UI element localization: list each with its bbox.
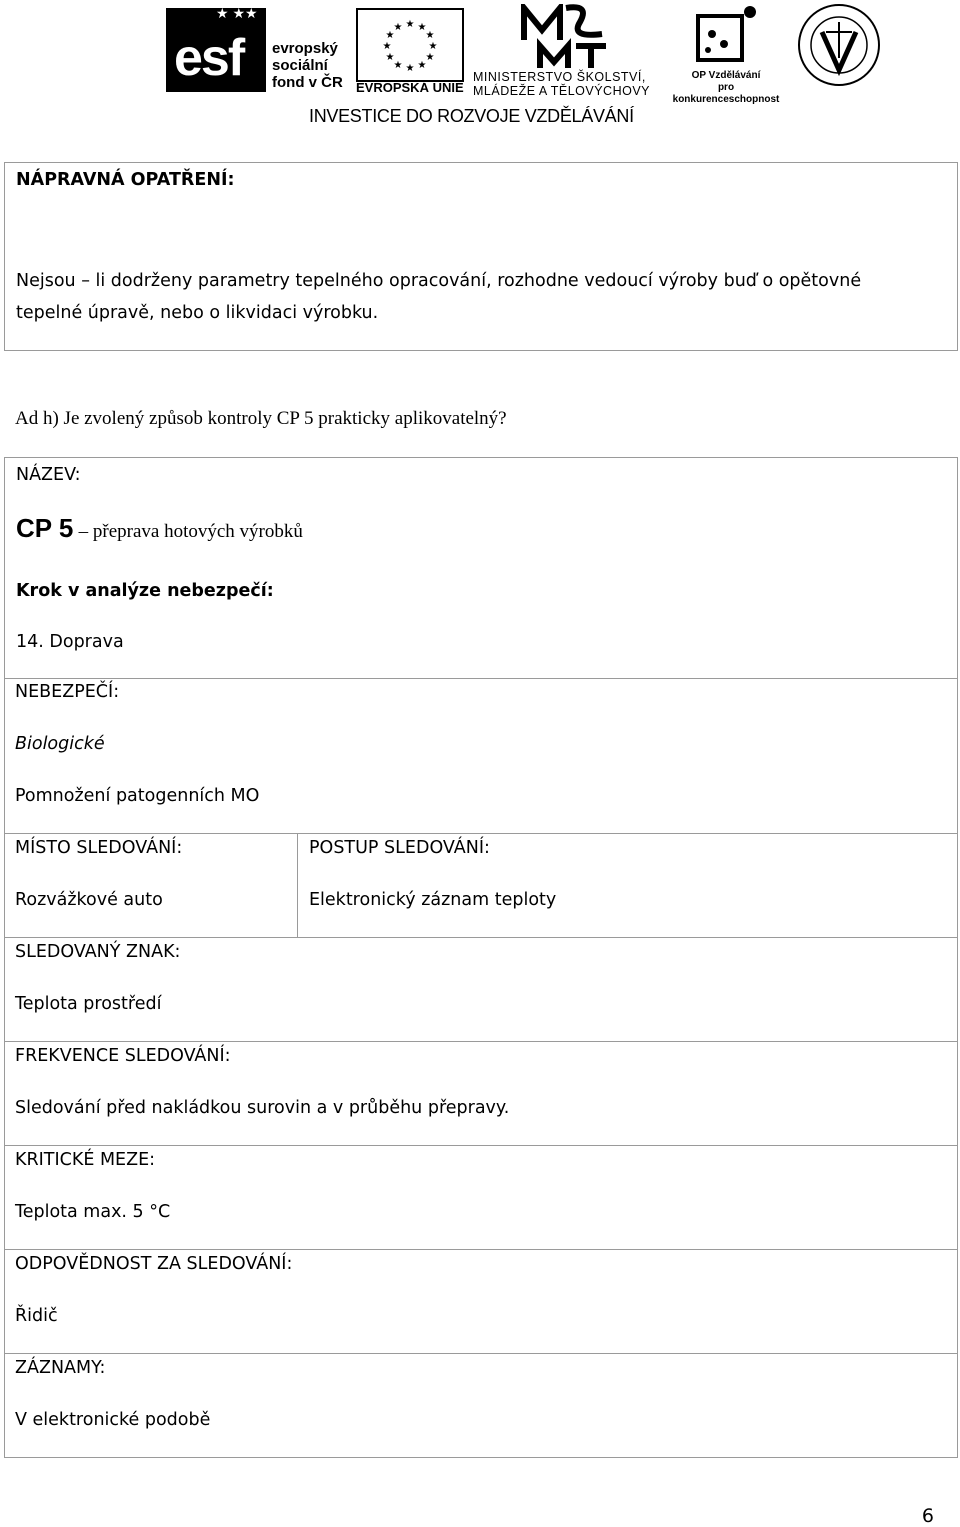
odpovednost-label: ODPOVĚDNOST ZA SLEDOVÁNÍ: bbox=[15, 1254, 293, 1274]
esf-logo: ★ ★★ esf bbox=[166, 8, 266, 92]
misto-value: Rozvážkové auto bbox=[15, 890, 163, 910]
svg-text:★: ★ bbox=[417, 60, 427, 71]
frekvence-label: FREKVENCE SLEDOVÁNÍ: bbox=[15, 1046, 231, 1066]
cp-code: CP 5 bbox=[16, 513, 74, 543]
divider bbox=[4, 678, 958, 679]
nebezpeci-type: Biologické bbox=[15, 734, 105, 754]
meze-value: Teplota max. 5 °C bbox=[15, 1202, 171, 1222]
op-logo bbox=[690, 4, 760, 68]
svg-text:★: ★ bbox=[417, 22, 427, 33]
star-icon: ★ ★★ bbox=[216, 5, 258, 21]
corrective-measures-text-line1: Nejsou – li dodrženy parametry tepelného opracování, rozhodne vedoucí výroby buď o opětovné bbox=[16, 271, 862, 291]
column-divider bbox=[297, 833, 298, 937]
nazev-label: NÁZEV: bbox=[16, 465, 81, 485]
page-number: 6 bbox=[921, 1505, 934, 1527]
op-label: OP Vzdělávání pro konkurenceschopnost bbox=[672, 70, 780, 105]
header-logos bbox=[0, 0, 960, 135]
svg-text:★: ★ bbox=[385, 52, 395, 63]
svg-text:★: ★ bbox=[382, 41, 392, 52]
svg-text:★: ★ bbox=[425, 30, 435, 41]
misto-label: MÍSTO SLEDOVÁNÍ: bbox=[15, 838, 183, 858]
eu-stars-icon bbox=[358, 10, 462, 80]
svg-text:★: ★ bbox=[393, 22, 403, 33]
znak-value: Teplota prostředí bbox=[15, 994, 162, 1014]
eu-label: EVROPSKÁ UNIE bbox=[356, 80, 464, 95]
postup-value: Elektronický záznam teploty bbox=[309, 890, 557, 910]
svg-text:★: ★ bbox=[393, 60, 403, 71]
cp-description: – přeprava hotových výrobků bbox=[78, 521, 303, 542]
university-seal-logo bbox=[796, 2, 882, 88]
svg-text:★: ★ bbox=[405, 19, 415, 30]
svg-text:★: ★ bbox=[385, 30, 395, 41]
msmt-logo bbox=[520, 4, 610, 70]
corrective-measures-text-line2: tepelné úpravě, nebo o likvidaci výrobku. bbox=[16, 303, 379, 323]
krok-value: 14. Doprava bbox=[16, 632, 124, 652]
cp-title bbox=[16, 513, 303, 544]
frekvence-value: Sledování před nakládkou surovin a v průběhu přepravy. bbox=[15, 1098, 510, 1118]
divider bbox=[4, 1145, 958, 1146]
question-text: Ad h) Je zvolený způsob kontroly CP 5 prakticky aplikovatelný? bbox=[15, 408, 507, 429]
postup-label: POSTUP SLEDOVÁNÍ: bbox=[309, 838, 490, 858]
divider bbox=[4, 937, 958, 938]
svg-text:★: ★ bbox=[428, 41, 438, 52]
esf-label: evropský sociální fond v ČR bbox=[272, 40, 343, 91]
divider bbox=[4, 833, 958, 834]
meze-label: KRITICKÉ MEZE: bbox=[15, 1150, 156, 1170]
corrective-measures-heading: NÁPRAVNÁ OPATŘENÍ: bbox=[16, 170, 235, 190]
svg-text:★: ★ bbox=[425, 52, 435, 63]
msmt-label: MINISTERSTVO ŠKOLSTVÍ, MLÁDEŽE A TĚLOVÝCHOVY bbox=[473, 70, 650, 98]
nebezpeci-label: NEBEZPEČÍ: bbox=[15, 682, 120, 702]
nebezpeci-value: Pomnožení patogenních MO bbox=[15, 786, 260, 806]
corrective-measures-box bbox=[4, 162, 958, 351]
odpovednost-value: Řidič bbox=[15, 1306, 58, 1326]
divider bbox=[4, 1041, 958, 1042]
krok-label: Krok v analýze nebezpečí: bbox=[16, 581, 274, 601]
zaznamy-value: V elektronické podobě bbox=[15, 1410, 211, 1430]
eu-flag-logo bbox=[356, 8, 464, 82]
divider bbox=[4, 1353, 958, 1354]
divider bbox=[4, 1249, 958, 1250]
zaznamy-label: ZÁZNAMY: bbox=[15, 1358, 106, 1378]
svg-text:★: ★ bbox=[405, 63, 415, 74]
znak-label: SLEDOVANÝ ZNAK: bbox=[15, 942, 181, 962]
investice-banner: INVESTICE DO ROZVOJE VZDĚLÁVÁNÍ bbox=[309, 106, 634, 126]
